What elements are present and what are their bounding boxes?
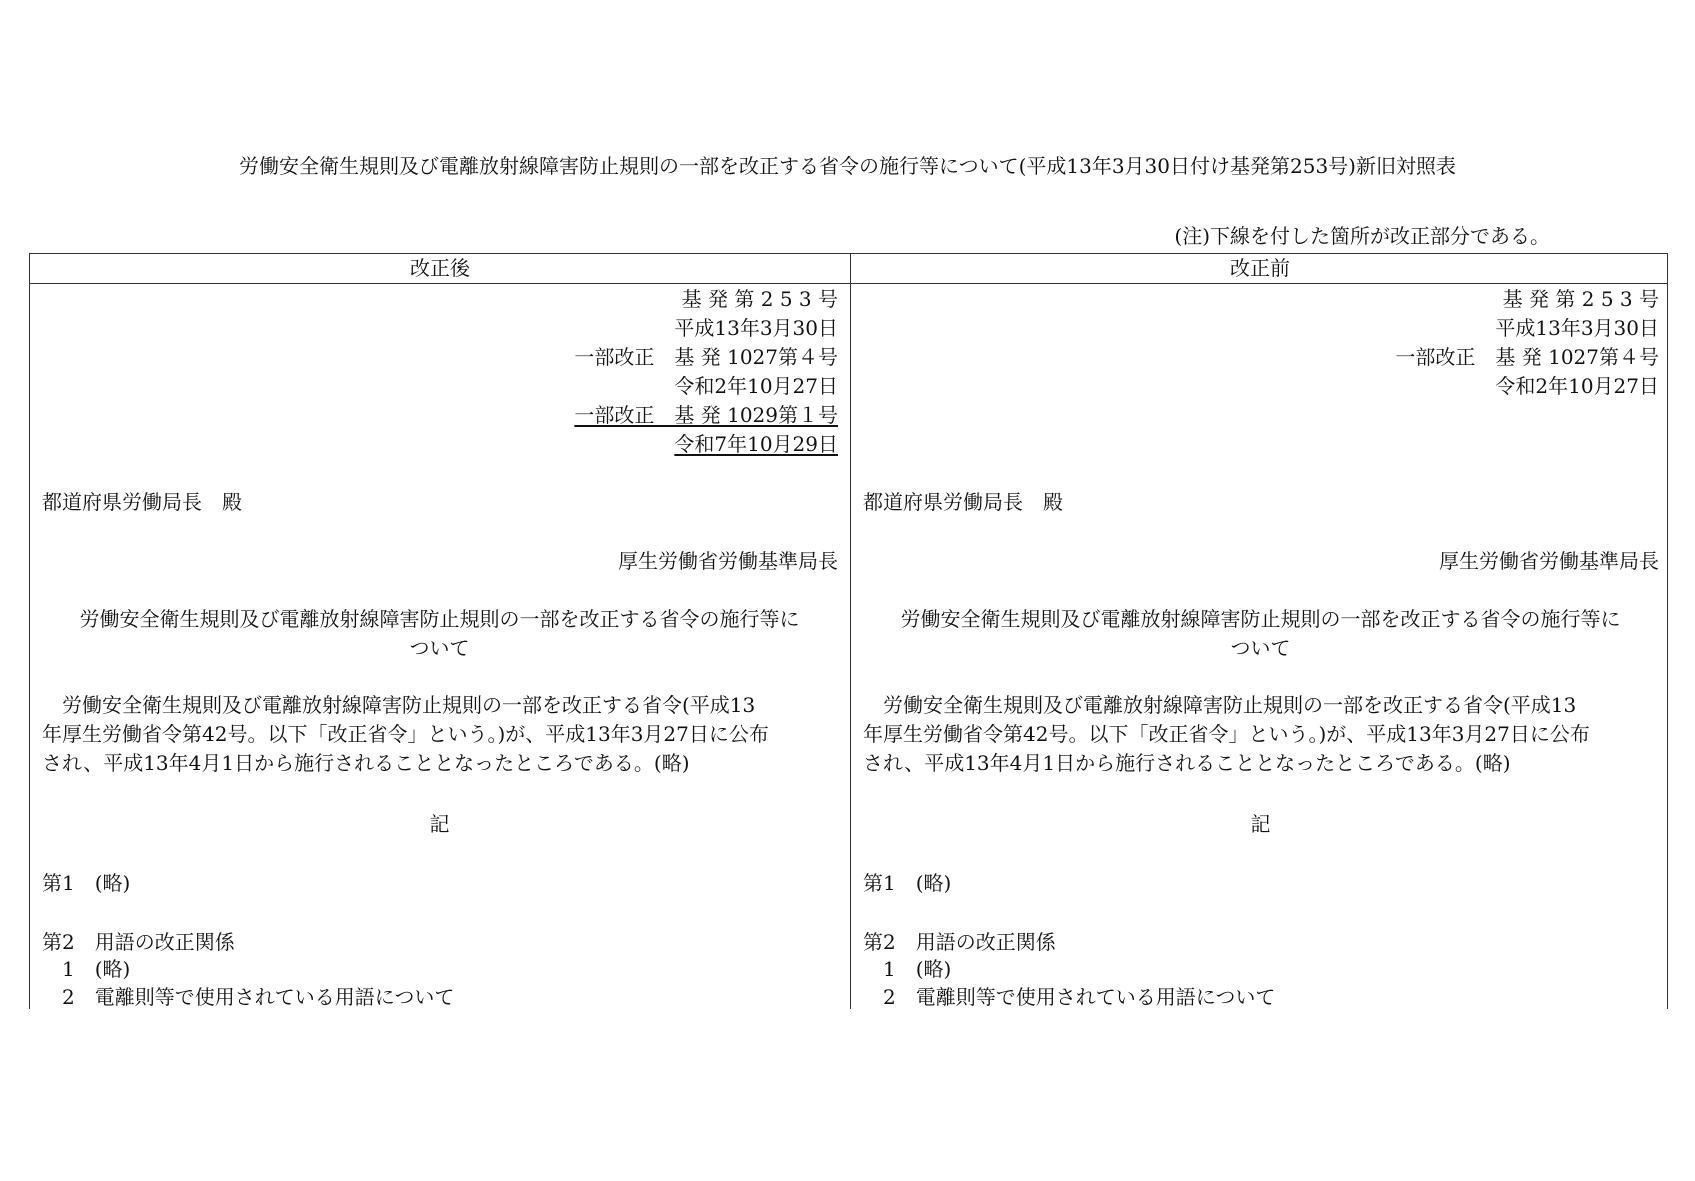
before-item-2: 2 電離則等で使用されている用語について	[863, 985, 1276, 1009]
after-sender: 厚生労働省労働基準局長	[618, 549, 838, 573]
before-column	[851, 285, 1670, 1009]
before-doc-number: 基 発 第 2 5 3 号	[1502, 287, 1659, 311]
before-subject-line-2: ついて	[1230, 636, 1291, 660]
before-date-2: 令和2年10月27日	[1495, 374, 1659, 398]
before-ki-heading: 記	[1250, 812, 1271, 836]
after-body-line-3: され、平成13年4月1日から施行されることとなったところである。(略)	[42, 751, 690, 775]
before-addressee: 都道府県労働局長 殿	[863, 490, 1063, 514]
after-date-2: 令和2年10月27日	[674, 374, 838, 398]
after-ki-heading: 記	[429, 812, 450, 836]
after-revision-1: 一部改正 基 発 1027第４号	[574, 345, 838, 369]
after-section-1: 第1 (略)	[42, 871, 131, 895]
comparison-table	[29, 253, 1668, 1009]
after-revision-2: 一部改正 基 発 1029第１号	[574, 403, 838, 427]
before-subject-line-1: 労働安全衛生規則及び電離放射線障害防止規則の一部を改正する省令の施行等に	[900, 607, 1621, 631]
before-sender: 厚生労働省労働基準局長	[1439, 549, 1659, 573]
before-date-1: 平成13年3月30日	[1495, 316, 1659, 340]
before-body-line-1: 労働安全衛生規則及び電離放射線障害防止規則の一部を改正する省令(平成13	[863, 693, 1577, 717]
header-after: 改正後	[410, 256, 470, 280]
after-column	[30, 285, 849, 1009]
header-before: 改正前	[1230, 256, 1290, 280]
before-item-1: 1 (略)	[863, 957, 952, 981]
revision-note: (注)下線を付した箇所が改正部分である。	[1174, 224, 1550, 248]
after-date-3: 令和7年10月29日	[674, 432, 838, 456]
after-body-line-1: 労働安全衛生規則及び電離放射線障害防止規則の一部を改正する省令(平成13	[42, 693, 756, 717]
before-section-1: 第1 (略)	[863, 871, 952, 895]
after-addressee: 都道府県労働局長 殿	[42, 490, 242, 514]
after-body-line-2: 年厚生労働省令第42号。以下「改正省令」という。)が、平成13年3月27日に公布	[42, 722, 769, 746]
after-subject-line-2: ついて	[409, 636, 470, 660]
after-section-2: 第2 用語の改正関係	[42, 930, 235, 954]
before-revision-1: 一部改正 基 発 1027第４号	[1395, 345, 1659, 369]
document-title: 労働安全衛生規則及び電離放射線障害防止規則の一部を改正する省令の施行等について(平成13年3月30日付け基発第253号)新旧対照表	[238, 154, 1456, 178]
after-item-2: 2 電離則等で使用されている用語について	[42, 985, 455, 1009]
table-header-row	[30, 254, 1667, 284]
before-body-line-2: 年厚生労働省令第42号。以下「改正省令」という。)が、平成13年3月27日に公布	[863, 722, 1590, 746]
before-section-2: 第2 用語の改正関係	[863, 930, 1056, 954]
after-date-1: 平成13年3月30日	[674, 316, 838, 340]
after-doc-number: 基 発 第 2 5 3 号	[681, 287, 838, 311]
after-subject-line-1: 労働安全衛生規則及び電離放射線障害防止規則の一部を改正する省令の施行等に	[79, 607, 800, 631]
after-item-1: 1 (略)	[42, 957, 131, 981]
before-body-line-3: され、平成13年4月1日から施行されることとなったところである。(略)	[863, 751, 1511, 775]
